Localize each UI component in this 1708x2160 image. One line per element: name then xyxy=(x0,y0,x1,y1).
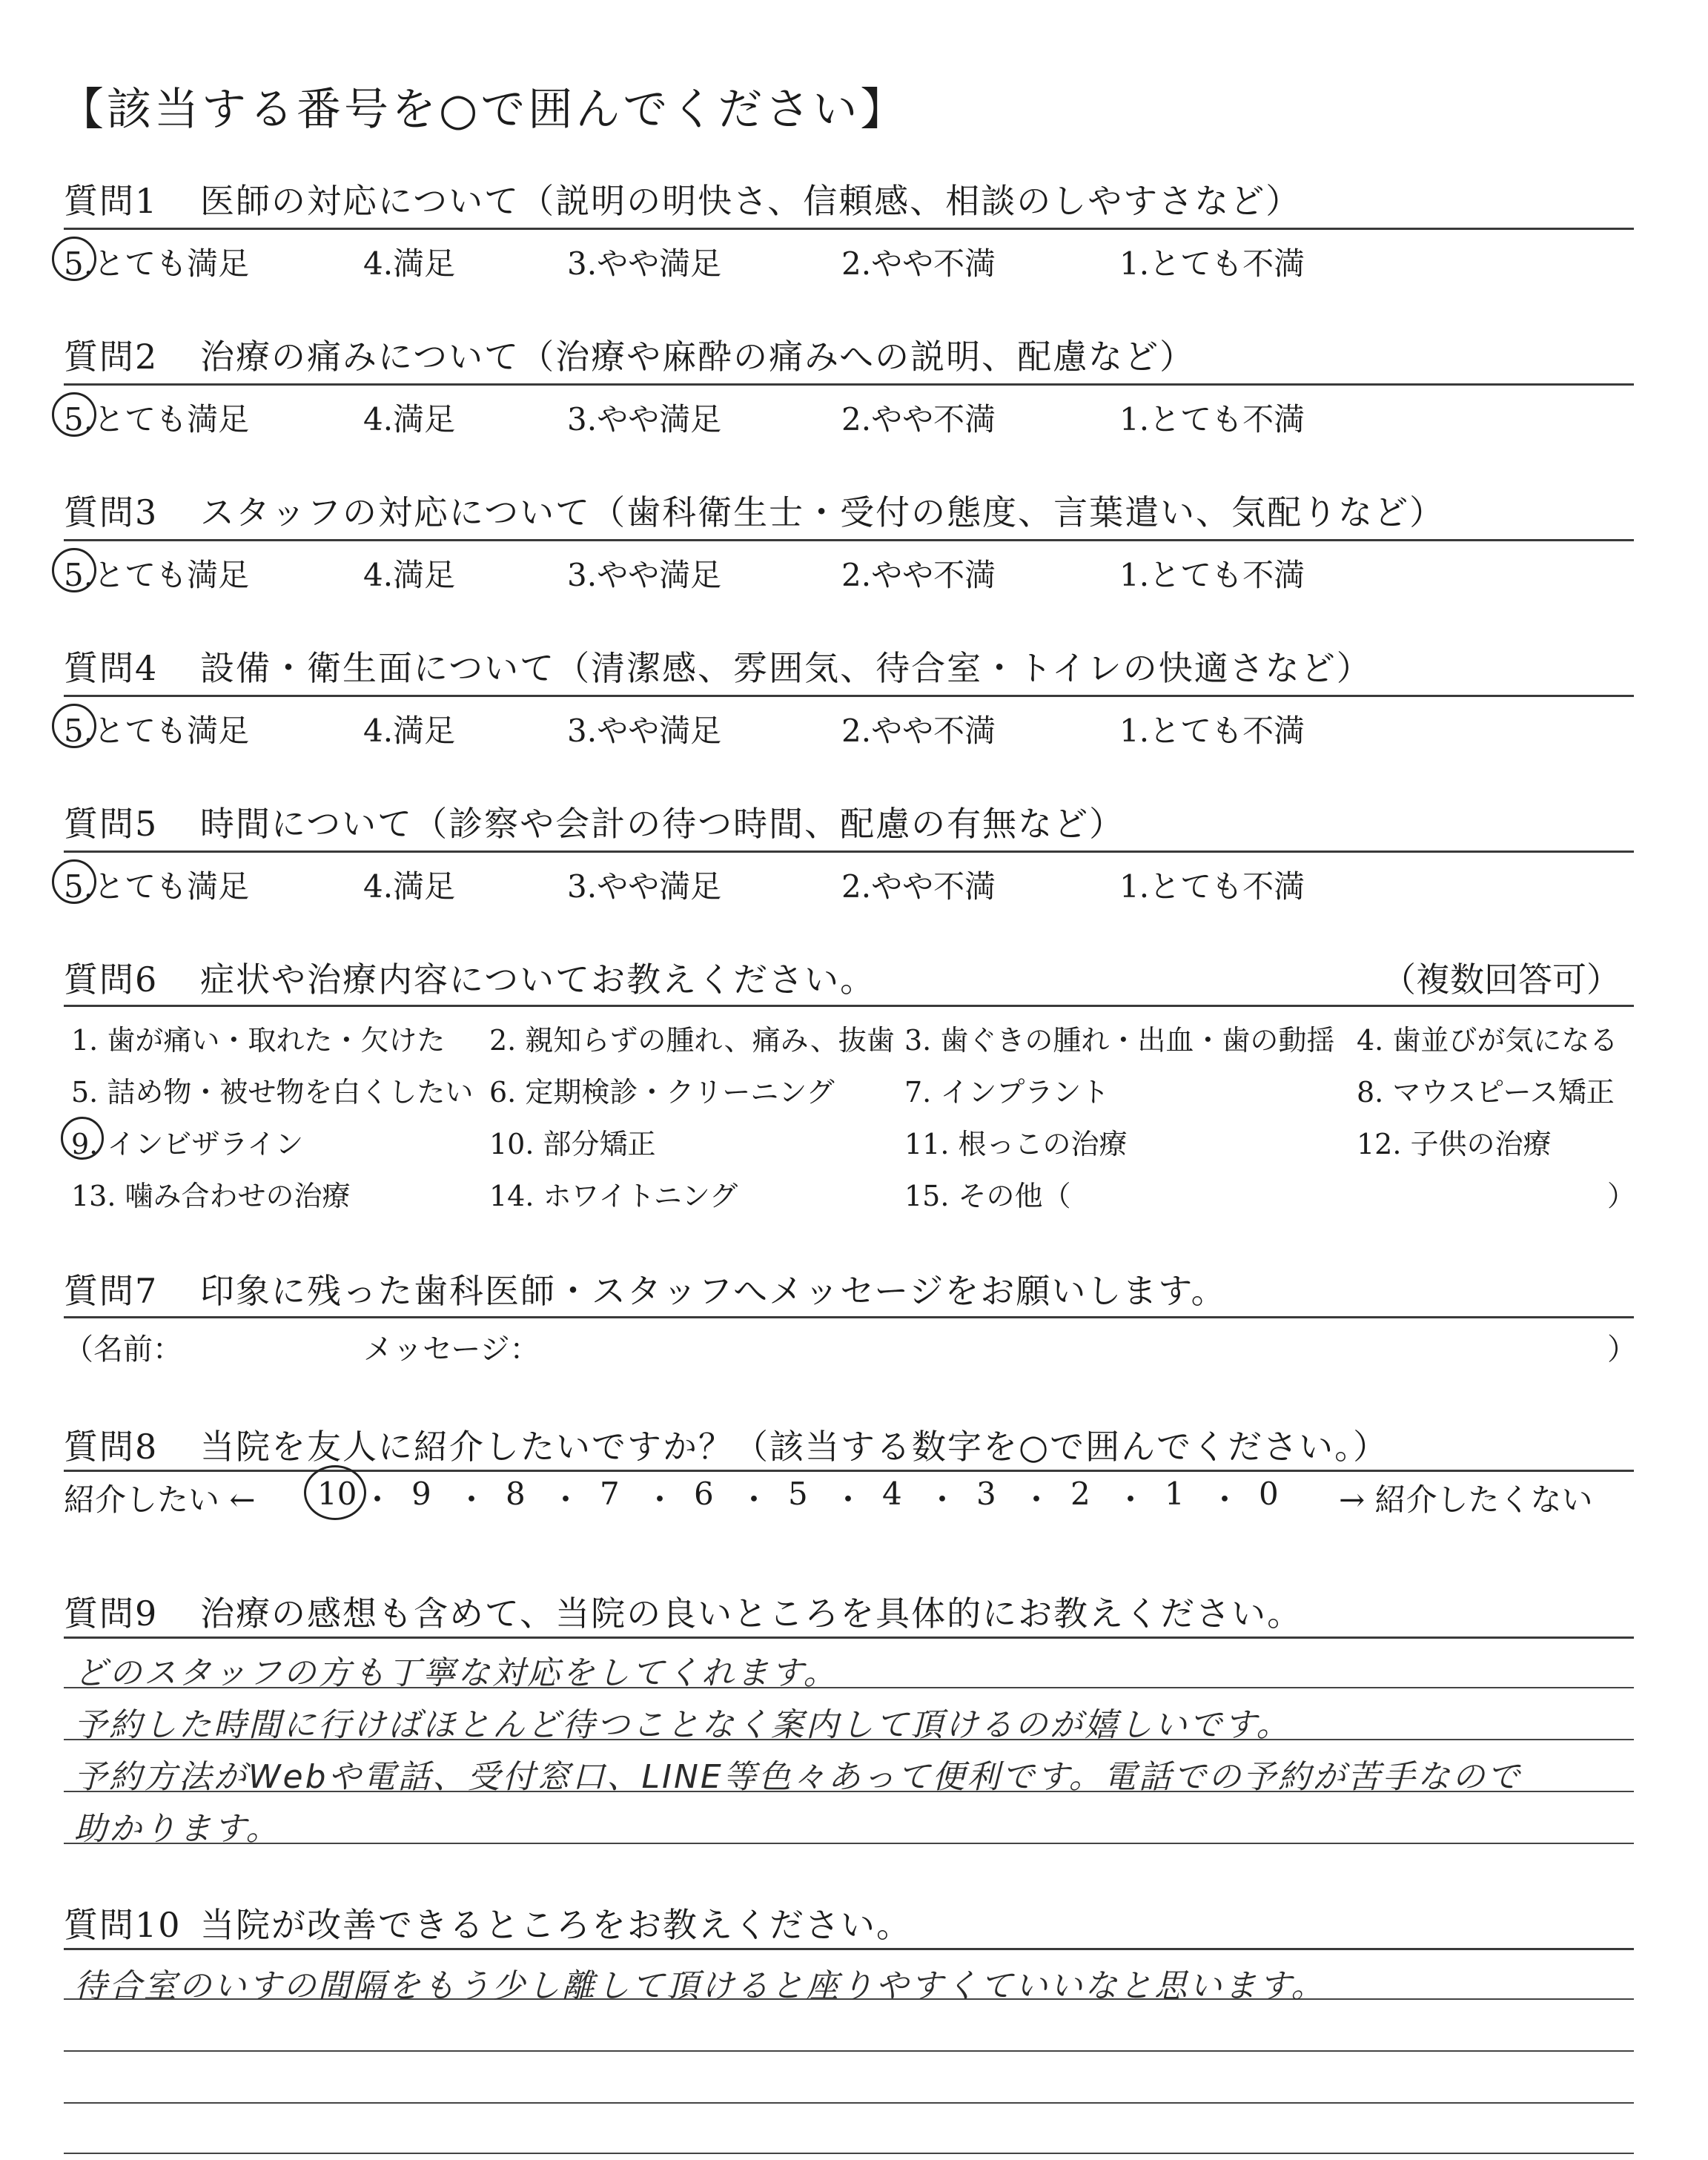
question-rule xyxy=(64,1948,1634,1950)
question-8-heading xyxy=(64,1420,1388,1469)
scale-value[interactable]: 5 xyxy=(788,1476,808,1512)
scale-separator: ・ xyxy=(738,1482,770,1518)
message-label: メッセージ： xyxy=(363,1332,540,1367)
rating-option-1[interactable]: 1.とても不満 xyxy=(1119,713,1305,749)
scale-separator: ・ xyxy=(1209,1482,1241,1518)
rating-option-3[interactable]: 3.やや満足 xyxy=(567,713,722,749)
scale-value[interactable]: 4 xyxy=(882,1476,902,1512)
question-9-heading xyxy=(64,1587,1302,1636)
symptom-option[interactable]: 9. インビザライン xyxy=(71,1128,304,1160)
scale-separator: ・ xyxy=(1021,1482,1053,1518)
symptom-option[interactable]: 4. 歯並びが気になる xyxy=(1357,1024,1618,1057)
symptom-option[interactable]: 13. 噛み合わせの治療 xyxy=(71,1180,351,1212)
rating-option-3[interactable]: 3.やや満足 xyxy=(567,401,722,437)
scale-value[interactable]: 0 xyxy=(1259,1476,1279,1512)
answer-line xyxy=(64,2050,1634,2052)
scale-value[interactable]: 8 xyxy=(506,1476,526,1512)
symptom-option[interactable]: 5. 詰め物・被せ物を白くしたい xyxy=(71,1076,474,1109)
rating-option-5[interactable]: 5.とても満足 xyxy=(64,401,250,437)
rating-option-4[interactable]: 4.満足 xyxy=(363,245,456,282)
question-text: 症状や治療内容についてお教えください。 xyxy=(200,960,876,1000)
symptom-option[interactable]: 15. その他（ xyxy=(904,1180,1071,1212)
rating-option-2[interactable]: 2.やや不満 xyxy=(841,557,996,593)
rating-option-2[interactable]: 2.やや不満 xyxy=(841,245,996,282)
scale-value[interactable]: 2 xyxy=(1070,1476,1090,1512)
question-rule xyxy=(64,383,1634,386)
symptom-option[interactable]: 3. 歯ぐきの腫れ・出血・歯の動揺 xyxy=(904,1024,1335,1057)
symptom-option[interactable]: 12. 子供の治療 xyxy=(1357,1128,1552,1160)
question-rule xyxy=(64,228,1634,230)
page-title: 【該当する番号を○で囲んでください】 xyxy=(59,84,908,136)
question-number: 質問10 xyxy=(64,1905,182,1945)
scale-value[interactable]: 7 xyxy=(600,1476,620,1512)
question-number: 質問7 xyxy=(64,1271,159,1311)
scale-separator: ・ xyxy=(833,1482,864,1518)
handwritten-answer-line: 予約した時間に行けばほとんど待つことなく案内して頂けるのが嬉しいです。 xyxy=(74,1706,1291,1744)
symptom-option[interactable]: 1. 歯が痛い・取れた・欠けた xyxy=(71,1024,446,1057)
question-number: 質問4 xyxy=(64,648,159,688)
scale-value[interactable]: 3 xyxy=(976,1476,996,1512)
question-rule xyxy=(64,851,1634,853)
selected-circle-mark xyxy=(52,237,96,281)
question-text: 治療の感想も含めて、当院の良いところを具体的にお教えください。 xyxy=(200,1593,1303,1634)
name-label: （名前： xyxy=(64,1332,182,1367)
message-close-paren: ） xyxy=(1607,1332,1637,1367)
scale-value[interactable]: 10 xyxy=(317,1476,357,1512)
question-rule xyxy=(64,1470,1634,1472)
question-rule xyxy=(64,1636,1634,1639)
scale-value[interactable]: 1 xyxy=(1165,1476,1185,1512)
rating-option-4[interactable]: 4.満足 xyxy=(363,401,456,437)
recommend-left-label: 紹介したい ← xyxy=(64,1482,256,1518)
symptom-option[interactable]: 8. マウスピース矯正 xyxy=(1357,1076,1615,1109)
symptom-option[interactable]: 11. 根っこの治療 xyxy=(904,1128,1128,1160)
rating-option-2[interactable]: 2.やや不満 xyxy=(841,868,996,905)
question-text: 当院が改善できるところをお教えください。 xyxy=(200,1905,912,1945)
rating-option-3[interactable]: 3.やや満足 xyxy=(567,557,722,593)
selected-circle-mark xyxy=(61,1117,104,1160)
rating-option-1[interactable]: 1.とても不満 xyxy=(1119,557,1305,593)
question-number: 質問9 xyxy=(64,1593,159,1634)
rating-option-2[interactable]: 2.やや不満 xyxy=(841,401,996,437)
selected-circle-mark xyxy=(52,704,96,748)
question-rule xyxy=(64,539,1634,541)
handwritten-answer-line: 待合室のいすの間隔をもう少し離して頂けると座りやすくていいなと思います。 xyxy=(74,1967,1326,2005)
question-text: スタッフの対応について（歯科衛生士・受付の態度、言葉遣い、気配りなど） xyxy=(200,492,1446,532)
symptom-option: ） xyxy=(1607,1180,1636,1212)
scale-separator: ・ xyxy=(456,1482,488,1518)
rating-option-5[interactable]: 5.とても満足 xyxy=(64,713,250,749)
answer-line xyxy=(64,2153,1634,2154)
rating-option-4[interactable]: 4.満足 xyxy=(363,868,456,905)
scale-separator: ・ xyxy=(550,1482,582,1518)
question-number: 質問6 xyxy=(64,960,159,1000)
rating-option-1[interactable]: 1.とても不満 xyxy=(1119,401,1305,437)
question-rule xyxy=(64,1005,1634,1007)
question-4-heading xyxy=(64,641,1372,690)
rating-option-2[interactable]: 2.やや不満 xyxy=(841,713,996,749)
multiple-answers-note: （複数回答可） xyxy=(1382,960,1621,1000)
question-text: 当院を友人に紹介したいですか？（該当する数字を○で囲んでください。） xyxy=(200,1427,1389,1467)
rating-option-5[interactable]: 5.とても満足 xyxy=(64,868,250,905)
answer-line xyxy=(64,1843,1634,1844)
rating-option-3[interactable]: 3.やや満足 xyxy=(567,868,722,905)
question-1-heading xyxy=(64,174,1301,223)
question-text: 設備・衛生面について（清潔感、雰囲気、待合室・トイレの快適さなど） xyxy=(200,648,1372,688)
question-3-heading xyxy=(64,486,1445,535)
rating-option-4[interactable]: 4.満足 xyxy=(363,557,456,593)
rating-option-5[interactable]: 5.とても満足 xyxy=(64,245,250,282)
symptom-option[interactable]: 10. 部分矯正 xyxy=(489,1128,656,1160)
selected-circle-mark xyxy=(304,1465,366,1520)
scale-separator: ・ xyxy=(362,1482,394,1518)
question-10-heading xyxy=(64,1898,912,1947)
question-5-heading xyxy=(64,797,1125,846)
symptom-option[interactable]: 7. インプラント xyxy=(904,1076,1110,1109)
question-number: 質問2 xyxy=(64,337,159,377)
question-rule xyxy=(64,1316,1634,1318)
handwritten-answer-line: 助かります。 xyxy=(74,1810,281,1848)
scale-separator: ・ xyxy=(927,1482,959,1518)
selected-circle-mark xyxy=(52,548,96,592)
question-number: 質問1 xyxy=(64,181,159,221)
selected-circle-mark xyxy=(52,392,96,437)
question-7-heading xyxy=(64,1264,1227,1313)
scale-separator: ・ xyxy=(1115,1482,1147,1518)
selected-circle-mark xyxy=(52,859,96,904)
question-6-heading xyxy=(64,953,875,1002)
symptom-option[interactable]: 6. 定期検診・クリーニング xyxy=(489,1076,835,1109)
scale-value[interactable]: 6 xyxy=(694,1476,714,1512)
rating-option-1[interactable]: 1.とても不満 xyxy=(1119,868,1305,905)
recommend-right-label: → 紹介したくない xyxy=(1339,1482,1593,1518)
question-text: 印象に残った歯科医師・スタッフへメッセージをお願いします。 xyxy=(200,1271,1227,1311)
rating-option-4[interactable]: 4.満足 xyxy=(363,713,456,749)
handwritten-answer-line: どのスタッフの方も丁寧な対応をしてくれます。 xyxy=(74,1654,838,1692)
handwritten-answer-line: 予約方法がWebや電話、受付窓口、LINE等色々あって便利です。電話での予約が苦手なので xyxy=(74,1758,1522,1796)
question-number: 質問5 xyxy=(64,804,159,844)
rating-option-3[interactable]: 3.やや満足 xyxy=(567,245,722,282)
symptom-option[interactable]: 14. ホワイトニング xyxy=(489,1180,738,1212)
question-rule xyxy=(64,695,1634,697)
symptom-option[interactable]: 2. 親知らずの腫れ、痛み、抜歯 xyxy=(489,1024,895,1057)
rating-option-5[interactable]: 5.とても満足 xyxy=(64,557,250,593)
question-text: 時間について（診察や会計の待つ時間、配慮の有無など） xyxy=(200,804,1125,844)
answer-line xyxy=(64,2102,1634,2104)
scale-separator: ・ xyxy=(644,1482,676,1518)
question-2-heading xyxy=(64,330,1195,379)
scale-value[interactable]: 9 xyxy=(411,1476,431,1512)
question-text: 治療の痛みについて（治療や麻酔の痛みへの説明、配慮など） xyxy=(200,337,1196,377)
question-number: 質問8 xyxy=(64,1427,159,1467)
rating-option-1[interactable]: 1.とても不満 xyxy=(1119,245,1305,282)
question-number: 質問3 xyxy=(64,492,159,532)
question-text: 医師の対応について（説明の明快さ、信頼感、相談のしやすさなど） xyxy=(200,181,1302,221)
